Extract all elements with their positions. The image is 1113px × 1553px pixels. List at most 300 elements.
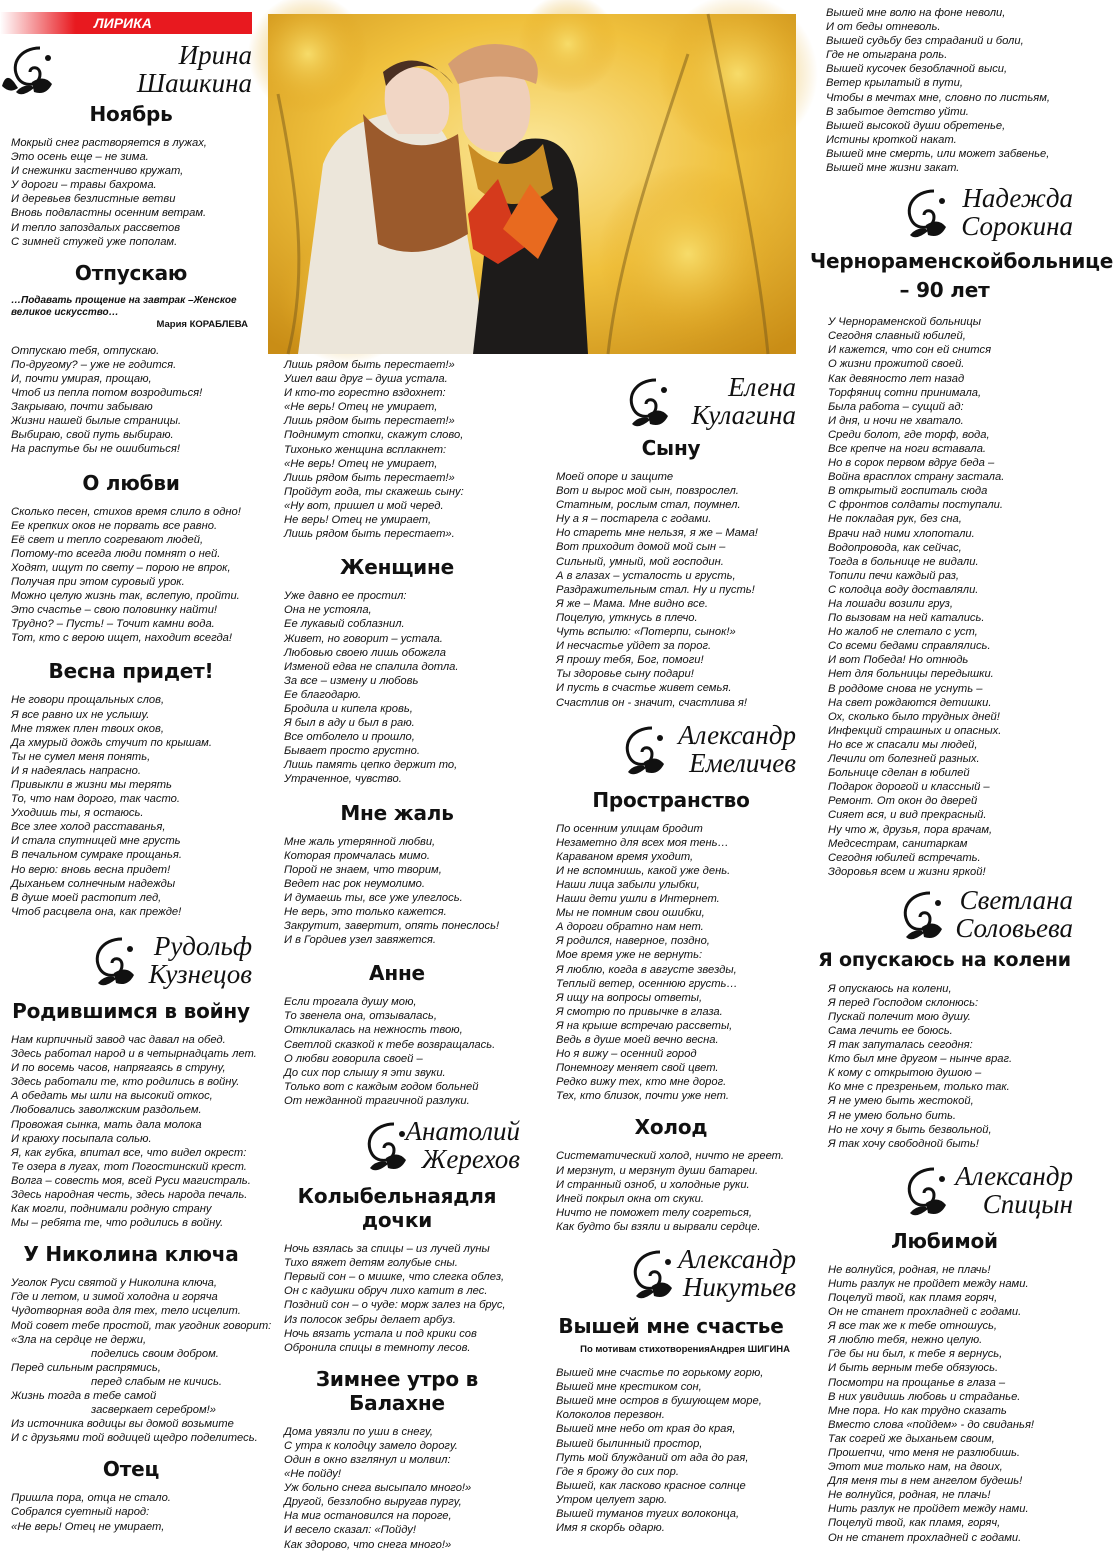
poem-line: Этот миг только нам, на двоих, <box>828 1461 1003 1474</box>
poem-line: Я все равно их не услышу. <box>11 708 150 721</box>
poem-line: А обедать мы шли на высокий откос, <box>11 1090 213 1103</box>
poem-line: Я родился, наверное, поздно, <box>556 935 710 948</box>
poem-line: В роддоме снова не уснуть – <box>828 682 983 695</box>
poem-line: Андрея ШИГИНА <box>709 1344 790 1356</box>
poem-line: Ох, сколько было трудных дней! <box>828 710 1000 723</box>
poem-line: Медсестрам, санитаркам <box>828 837 968 850</box>
epigraph-author: Мария КОРАБЛЕВА <box>156 318 248 330</box>
poem-line: Я люблю тебя, нежно целую. <box>828 1334 983 1347</box>
poem-lines <box>0 1033 262 1230</box>
poem-line: Но стареть мне нельзя, я же – Мама! <box>556 527 758 540</box>
poem-lines <box>268 589 526 786</box>
poem-line: С фронтов солдаты поступали. <box>828 499 1003 512</box>
epigraph <box>0 295 262 319</box>
poem-lines <box>268 1425 526 1552</box>
poem-line: Один в окно взглянул и молвил: <box>284 1453 451 1466</box>
poem-line: Но в сорок первом вдруг беда – <box>828 457 995 470</box>
poem-line: Лишь рядом быть перестает!» <box>284 359 455 371</box>
poem-line: Посмотри на прощанье в глаза – <box>828 1376 1006 1389</box>
poem-line: Я люблю, когда в августе звезды, <box>556 963 737 976</box>
poem-line: Поцелуй твой, как пламя горяч, <box>828 1291 998 1304</box>
poem-line: Ну а я – постарела с годами. <box>556 513 712 526</box>
poem-subtitle <box>540 1344 802 1356</box>
poem-lines <box>540 822 802 1104</box>
poem-line: Тот, кто с верою ищет, находит всегда! <box>11 632 232 645</box>
poem-line: Любовью своею лишь обожгла <box>284 646 446 659</box>
poem-line: Где я брожу до сих пор. <box>556 1465 679 1478</box>
poem-lines <box>0 136 262 249</box>
poem-line: И быть верным тебе обязуюсь. <box>828 1362 999 1375</box>
poem-line: Ты здоровье сыну подари! <box>556 668 694 681</box>
poem-lines <box>0 1491 262 1533</box>
poem-line: Не волнуйся, родная, не плачь! <box>828 1489 991 1502</box>
author-spitsyn <box>810 1157 1079 1225</box>
poem-line: Это осень еще – не зима. <box>11 151 149 164</box>
poem-lines <box>268 835 526 948</box>
poem-line: И пусть в счастье живет семья. <box>556 682 732 695</box>
poem-line: Сколько песен, стихов время слило в одно! <box>11 505 241 518</box>
poem-line: И с друзьями той водицей щедро поделитесь. <box>11 1432 258 1445</box>
poem-line: Кто был мне другом – нынче враг. <box>828 1053 1013 1066</box>
author-kuznetsov <box>0 927 262 995</box>
poem-line: Лишь рядом быть перестает!» <box>284 415 455 428</box>
poem-line: Для меня ты в нем ангелом будешь! <box>828 1475 1023 1488</box>
poem-line: Обронила спицы в темноту лесов. <box>284 1341 471 1354</box>
poem-title: Ноябрь <box>89 102 173 126</box>
poem-line: А в глазах – усталость и грусть, <box>556 569 736 582</box>
author-emelichev <box>540 716 802 784</box>
poem-line: Перед сильным распрямись, <box>11 1361 161 1374</box>
poem-line: И не вспомнишь, какой уже день. <box>556 864 731 877</box>
poem-line: У Чернораменской больницы <box>828 316 982 329</box>
poem-lines <box>0 1276 272 1445</box>
poem-line: По вызовам на ней катались. <box>828 612 985 625</box>
poem-line: Лишь память цепко держит то, <box>284 759 458 772</box>
poem-line: Если трогала душу мою, <box>284 996 417 1009</box>
poem-lines <box>810 1263 1079 1545</box>
column-1 <box>0 0 272 1553</box>
poem-title: Я опускаюсь на колени <box>818 948 1071 971</box>
author-last-name: Кулагина <box>691 400 796 430</box>
poem-line: Мы – ребята те, что родились в войну. <box>11 1217 224 1230</box>
poem-line: И весело сказал: «Пойду! <box>284 1524 416 1537</box>
poem-line: Вышей кусочек безоблачной выси, <box>826 63 1008 76</box>
poem-line: Ушел ваш друг – душа устала. <box>284 373 448 386</box>
poem-line: Топили печи каждый раз, <box>828 569 960 582</box>
poem-line: Вышей мне смерть, или может забвенье, <box>826 147 1050 160</box>
poem-line: За все – измену и любовь <box>284 674 419 687</box>
poem-line: Со всеми бедами справлялись. <box>828 640 991 653</box>
poem-line: Уходишь ты, я остаюсь. <box>11 807 144 820</box>
poem-line: …Подавать прощение на завтрак – <box>11 294 194 306</box>
poem-line: Как девяносто лет назад <box>828 372 965 385</box>
author-last-name: Шашкина <box>136 68 252 98</box>
poem-line: По-другому? – уже не годится. <box>11 358 177 371</box>
poem-line: Закрываю, почти забываю <box>11 401 153 414</box>
rubric-label: ЛИРИКА <box>0 12 252 34</box>
poem-title: Родившимся в войну <box>12 998 250 1023</box>
poem-line: Не волнуйся, родная, не плачь! <box>828 1263 991 1276</box>
poem-line: Здесь работали те, кто родились в войну. <box>11 1076 240 1089</box>
poem-line: Уголок Руси святой у Николина ключа, <box>11 1277 217 1290</box>
poem-line: Так согрей же дыханьем своим, <box>828 1432 995 1445</box>
poem-line: Все злее холод расставанья, <box>11 821 166 834</box>
poem-line: Поцелуй твой, как пламя, горяч, <box>828 1517 1001 1530</box>
poem-line: Дыханьем солнечным надежды <box>11 877 176 890</box>
poem-line: До сих пор слышу я эти звуки. <box>284 1066 446 1079</box>
poem-lines <box>268 995 526 1108</box>
poem-line: Жизни нашей былые страницы. <box>11 415 182 428</box>
poem-line: Но верю: вновь весна придет! <box>11 863 171 876</box>
poem-line: Я все так же к тебе отношусь, <box>828 1320 998 1333</box>
author-first-name: Анатолий <box>405 1116 520 1147</box>
author-sorokina <box>810 179 1079 247</box>
poem-lines <box>810 315 1079 879</box>
poem-line: Раздражительным стал. Ну и пусть! <box>556 583 755 596</box>
poem-line: Бродила и кипела кровь, <box>284 702 413 715</box>
poem-line: Чтобы в мечтах мне, словно по листьям, <box>826 91 1050 104</box>
poem-line: Утром целует зарю. <box>556 1493 668 1506</box>
poem-line: Выбираю, свой путь выбираю. <box>11 429 174 442</box>
poem-lines <box>268 1242 526 1355</box>
poem-line: Понемногу меняет свой цвет. <box>556 1062 719 1075</box>
poem-line: Но не хочу я быть безвольной, <box>828 1123 992 1136</box>
poem-line: Отпускаю тебя, отпускаю. <box>11 344 160 357</box>
poem-line: Ее благодарю. <box>284 688 362 701</box>
poem-line: Война врасплох страну застала. <box>828 471 1005 484</box>
poem-line: Пройдут года, ты скажешь сыну: <box>284 485 464 498</box>
poem-line: Поднимут стопки, скажут слово, <box>284 429 464 442</box>
poem-line: И думаешь ты, все уже улеглось. <box>284 891 463 904</box>
poem-line: Инфекций страшных и опасных. <box>828 724 1002 737</box>
author-zherehov <box>268 1112 526 1180</box>
poem-line: Прошепчи, что меня не разлюбишь. <box>828 1447 1021 1460</box>
poem-line: На распутье бы не ошибиться! <box>11 443 180 456</box>
poem-line: Здоровья всем и жизни яркой! <box>828 865 986 878</box>
poem-line: На миг остановился на пороге, <box>284 1510 452 1523</box>
poem-line: Пришла пора, отца не стало. <box>11 1492 171 1505</box>
poem-line: «Не пойду! <box>284 1468 341 1481</box>
poem-title <box>268 1184 526 1232</box>
poem-line: Сильный, умный, мой господин. <box>556 555 724 568</box>
poem-title: Отец <box>102 1457 160 1482</box>
poem-line: Мне жаль утерянной любви, <box>284 835 436 848</box>
poem-line: О любви говорила своей – <box>284 1052 423 1065</box>
poem-line: И деревьев безлистные ветви <box>11 193 176 206</box>
poem-line: По осенним улицам бродит <box>556 822 703 835</box>
poem-line: Вышей, как ласково красное солнце <box>556 1479 746 1492</box>
poem-line: Первый сон – о мишке, что слегка облез, <box>284 1271 505 1284</box>
poem-line: Счастлив он - значит, счастлива я! <box>556 696 748 709</box>
poem-line: Вышей туманов тугих волоконца, <box>556 1507 740 1520</box>
poem-line: Наши дети ушли в Интернет. <box>556 893 720 906</box>
poem-line: С колодца воду доставляли. <box>828 583 979 596</box>
poem-line: И вот Победа! Но отнюдь <box>828 654 969 667</box>
poem-line: Жизнь тогда в тебе самой <box>11 1390 157 1402</box>
poem-line: Я смотрю по привычке в глаза. <box>556 1005 723 1018</box>
poem-lines <box>810 6 1079 175</box>
author-nikutyev <box>540 1240 802 1308</box>
poem-line: Вышей мне крестиком сон, <box>556 1381 702 1394</box>
poem-line: И я надеялась напрасно. <box>11 764 142 777</box>
poem-line: Чернораменской <box>810 249 1004 274</box>
poem-line: Ко мне с презреньем, только так. <box>828 1081 1010 1094</box>
poem-line: Из полосок зебры делает арбуз. <box>284 1313 456 1326</box>
column-4 <box>810 0 1113 1553</box>
poem-line: Ремонт. От окон до дверей <box>828 795 978 808</box>
author-last-name: Сорокина <box>961 211 1073 242</box>
poem-line: Я был в аду и был в раю. <box>284 717 415 730</box>
poem-lines <box>0 344 262 457</box>
poem-line: Систематический холод, ничто не греет. <box>556 1150 784 1163</box>
poem-line: Закрутит, завертит, опять понеслось! <box>284 920 500 933</box>
poem-line: Дома увязли по уши в снегу, <box>284 1425 433 1438</box>
poem-line: Можно целую жизнь так, вслепую, пройти. <box>11 590 240 603</box>
poem-line: Тех, кто близок, почти уже нет. <box>556 1090 729 1103</box>
poem-line: Утраченное, чувство. <box>284 773 402 786</box>
poem-line: Её свет и тепло согревают людей, <box>11 533 204 546</box>
poem-line: Где не отыграна роль. <box>826 49 948 62</box>
poem-line: А дороги обратно нам нет. <box>556 921 704 934</box>
poem-line: Тихо вяжет детям голубые сны. <box>284 1257 458 1270</box>
poem-line: Светлой сказкой к тебе возвращалась. <box>284 1038 496 1051</box>
poem-line: Он с кадушки обруч лихо катит в лес. <box>284 1285 488 1298</box>
poem-line: В них увидишь любовь и страданье. <box>828 1390 1021 1403</box>
poem-line: Ветер крылатый в пути, <box>826 77 963 90</box>
poem-line: Сегодня юбилей встречать. <box>828 851 981 864</box>
poem-line: И кажется, что сон ей снится <box>828 344 992 357</box>
column-2 <box>268 0 526 1553</box>
poem-line: Караваном время уходит, <box>556 850 694 863</box>
poem-line: Волга – совесть моя, всей Руси магистраль. <box>11 1174 251 1187</box>
poem-line: Другой, беззлобно выругав пургу, <box>284 1496 462 1509</box>
poem-line: перед слабым не кичись. <box>91 1375 223 1388</box>
author-last-name: Кузнецов <box>148 958 252 989</box>
poem-line: Чтоб расцвела она, как прежде! <box>11 905 182 918</box>
poem-line: Теплый ветер, осеннюю грусть… <box>556 977 738 990</box>
poem-line: Все отболело и прошло, <box>284 731 415 744</box>
poem-line: Из источника водицы вы домой возьмите <box>11 1418 234 1431</box>
poem-line: Как будто бы взяли и вырвали сердце. <box>556 1220 761 1233</box>
poem-line: О жизни прожитой своей. <box>828 358 965 371</box>
poem-line: Сегодня славный юбилей, <box>828 330 966 343</box>
poem-line: Изменой едва не спалила дотла. <box>284 660 459 673</box>
poem-line: Откликалась на нежность твою, <box>284 1024 463 1037</box>
poem-line: Чудотворная вода для тех, тело исцелит. <box>11 1305 241 1318</box>
poem-line: И краюху посыпала солью. <box>11 1132 152 1145</box>
poem-line: Любовались заволжским раздольем. <box>11 1104 202 1117</box>
poem-line: Я ищу на вопросы ответы, <box>556 991 703 1004</box>
author-first-name: Александр <box>678 1244 796 1275</box>
poem-title: Сыну <box>641 436 701 460</box>
poem-line: Мое время уже не вернуть: <box>556 949 703 962</box>
poem-line: От нежданной трагичной разлуки. <box>284 1094 470 1107</box>
poem-line: «Не верь! Отец не умирает, <box>284 401 438 414</box>
poem-title: Зимнее утро в Балахне <box>315 1366 479 1415</box>
author-last-name: Спицын <box>982 1188 1073 1219</box>
poem-line: Я опускаюсь на колени, <box>828 982 952 995</box>
poem-line: Незаметно для всех моя тень… <box>556 836 729 849</box>
author-first-name: Ирина <box>178 40 252 70</box>
poem-line: Вновь подвластны осенним ветрам. <box>11 207 207 220</box>
poem-line: Колоколов перезвон. <box>556 1409 665 1422</box>
poem-line: И стала спутницей мне грусть <box>11 835 181 848</box>
poem-line: Те озера в лугах, тот Погостинский крест. <box>11 1160 247 1173</box>
flourish-butterfly-icon <box>894 1163 958 1221</box>
poem-line: Вышей мне жизни закат. <box>826 162 960 175</box>
poem-line: Наши лица забыли улыбки, <box>556 878 700 891</box>
poem-line: И по восемь часов, напрягаясь в струну, <box>11 1062 226 1075</box>
poem-title: Весна придет! <box>48 659 214 684</box>
poem-line: И в Гордиев узел завяжется. <box>284 934 437 947</box>
poem-line: Собрался суетный народ: <box>11 1506 150 1519</box>
poem-title: Анне <box>369 961 425 986</box>
poem-line: поделись своим добром. <box>91 1347 219 1360</box>
poem-line: И снежинки застенчиво кружат, <box>11 165 184 178</box>
poem-line: По мотивам стихотворения <box>580 1344 710 1356</box>
poem-line: Истины кроткой накат. <box>826 133 957 146</box>
poem-line: Пускай полечит мою душу. <box>828 1010 971 1023</box>
poem-line: Больнице сделан в юбилей <box>828 767 970 780</box>
poem-line: Я прошу тебя, Бог, помоги! <box>556 654 704 667</box>
poem-line: Ночь взялась за спицы – из лучей луны <box>284 1243 490 1256</box>
poem-line: На свет рождаются детишки. <box>828 696 992 709</box>
poem-line: Нить разлук не пройдет между нами. <box>828 1277 1029 1290</box>
author-first-name: Александр <box>678 719 796 750</box>
poem-line: засверкает серебром!» <box>91 1404 216 1417</box>
poem-line: Я не умею больно бить. <box>828 1109 957 1122</box>
poem-line: Мне пора. Но как трудно сказать <box>828 1404 1007 1417</box>
poem-lines <box>0 505 262 646</box>
poem-line: Вышей мне волю на фоне неволи, <box>826 7 1006 19</box>
poem-title: Отпускаю <box>74 260 188 285</box>
poem-line: Я, как губка, впитал все, что видел окрест: <box>11 1146 247 1159</box>
poem-line: Но все ж спасали мы людей, <box>828 738 978 751</box>
poem-line: Где бы ни был, к тебе я вернусь, <box>828 1348 1003 1361</box>
poem-line: Редко вижу тех, кто мне дорог. <box>556 1076 727 1089</box>
poem-line: «Зла на сердце не держи, <box>11 1333 147 1346</box>
author-last-name: Соловьева <box>955 912 1073 943</box>
poem-line: Он не станет прохладней с годами. <box>828 1531 1022 1544</box>
poem-line: Здесь работал народ и в четырнадцать лет. <box>11 1048 257 1061</box>
poem-line: больнице – 90 лет <box>899 249 1113 303</box>
poem-line: «Не верь! Отец не умирает, <box>11 1520 165 1533</box>
poem-line: Он не станет прохладней с годами. <box>828 1306 1022 1319</box>
poem-line: Как здорово, что снега много!» <box>284 1538 452 1551</box>
poem-line: Трудно? – Пусть! – Точит камни вода. <box>11 618 215 631</box>
poem-line: Я так хочу свободной быть! <box>828 1137 979 1150</box>
poem-line: Ведь в душе моей вечно весна. <box>556 1034 719 1046</box>
poem-line: В душе моей растопит лед, <box>11 891 162 904</box>
poem-line: В открытый госпиталь сюда <box>828 485 988 498</box>
poem-title <box>810 247 1113 305</box>
poem-line: Я не умею быть жестокой, <box>828 1095 974 1108</box>
poem-line: Врачи над ними хлопотали. <box>828 527 975 540</box>
poem-line: К кому с открытою душою – <box>828 1067 982 1080</box>
poem-line: И несчастье уйдет за порог. <box>556 640 712 653</box>
poem-line: Но я вижу – осенний город <box>556 1048 697 1061</box>
poem-line: Вышей былинный простор, <box>556 1437 703 1450</box>
poem-line: И тепло запоздалых рассветов <box>11 221 181 234</box>
poem-line: То, что нам дорого, так часто. <box>11 793 180 806</box>
poem-line: Сияет вся, и вид прекрасный. <box>828 809 987 822</box>
poem-line: Вышей мне счастье по горькому горю, <box>556 1367 764 1380</box>
poem-line: Вот приходит домой мой сын – <box>556 541 726 554</box>
poem-line: Потому-то всегда люди помнят о ней. <box>11 547 221 560</box>
poem-line: Ее лукавый соблазнил. <box>284 618 405 631</box>
author-shashkina <box>0 36 262 104</box>
poem-line: Поцелую, уткнусь в плечо. <box>556 611 698 624</box>
poem-line: Уже давно ее простил: <box>284 590 407 603</box>
poem-title: Любимой <box>891 1228 998 1253</box>
poem-line: «Не верь! Отец не умирает, <box>284 457 438 470</box>
poem-line: для дочки <box>361 1184 497 1233</box>
column-3 <box>540 0 802 1553</box>
poem-line: Чуть вспылю: «Потерпи, сынок!» <box>556 626 736 639</box>
poem-title: Холод <box>634 1115 708 1140</box>
poem-line: Водопровода, как сейчас, <box>828 541 962 554</box>
poem-line: Нет для больницы передышки. <box>828 668 994 681</box>
poem-line: Ведет нас рок неумолимо. <box>284 877 425 890</box>
poem-title: Вышей мне счастье <box>558 1314 784 1339</box>
poem-lines <box>540 1149 802 1234</box>
poem-line: Не говори прощальных слов, <box>11 694 165 707</box>
poem-line: Провожая сынка, мать дала молока <box>11 1118 202 1131</box>
poem-title: У Николина ключа <box>23 1242 239 1267</box>
poem-line: С утра к колодцу замело дорогу. <box>284 1439 458 1452</box>
poem-line: Я на крыше встречаю рассветы, <box>556 1019 733 1032</box>
poem-line: Поздний сон – о чуде: морж залез на брус, <box>284 1299 506 1312</box>
poem-line: И дня, и ночи не хватало. <box>828 414 964 427</box>
poem-line: Мокрый снег растворяется в лужах, <box>11 137 207 149</box>
poem-line: Нам кирпичный завод час давал на обед. <box>11 1033 226 1046</box>
poem-line: Не покладая рук, без сна, <box>828 513 962 526</box>
poem-line: Ночь вязать устала и под крики сов <box>284 1327 477 1340</box>
poem-line: Лишь рядом быть перестает!» <box>284 471 455 484</box>
poem-title: Мне жаль <box>340 800 454 825</box>
flourish-butterfly-icon <box>0 42 64 100</box>
poem-line: Ее крепких оков не порвать все равно. <box>11 519 218 532</box>
poem-line: Моей опоре и защите <box>556 471 674 483</box>
poem-line: Вышей мне остров в бушующем море, <box>556 1395 762 1408</box>
poem-line: Вышей высокой души обретенье, <box>826 119 1006 132</box>
poem-lines <box>0 693 262 919</box>
flourish-butterfly-icon <box>82 933 146 991</box>
poem-line: Ты не сумел меня понять, <box>11 750 151 763</box>
poem-line: Сама лечить ее боюсь. <box>828 1024 953 1037</box>
poem-line: Я перед Господом склонюсь: <box>828 996 979 1009</box>
poem-line: Она не устояла, <box>284 604 372 617</box>
poem-line: На лошади возили груз, <box>828 598 953 610</box>
poem-line: Я так запуталась сегодня: <box>828 1039 973 1052</box>
poem-line: То звенела она, отзывалась, <box>284 1010 437 1023</box>
poem-lines <box>540 470 802 710</box>
author-first-name: Светлана <box>959 884 1073 915</box>
poem-lines <box>540 1366 802 1535</box>
poem-line: Только вот с каждым годом больней <box>284 1080 479 1093</box>
poem-line: Как могли, поднимали родную страну <box>11 1203 212 1216</box>
poem-line: Живет, но говорит – устала. <box>284 632 443 645</box>
poem-line: И от беды отневоль. <box>826 21 941 34</box>
poem-line: Имя я скорбь одарю. <box>556 1522 665 1535</box>
poem-line: Тихонько женщина всплакнет: <box>284 443 447 456</box>
poem-line: В печальном сумраке прощанья. <box>11 849 182 862</box>
poem-line: Подарок дорогой и классный – <box>828 781 990 794</box>
poem-line: Вышей мне небо от края до края, <box>556 1423 736 1436</box>
poem-line: Бывает просто грустно. <box>284 745 420 758</box>
poem-line: Мой совет тебе простой, так угодник говорит: <box>11 1319 272 1332</box>
poem-line: Среди болот, где торф, вода, <box>828 428 990 441</box>
